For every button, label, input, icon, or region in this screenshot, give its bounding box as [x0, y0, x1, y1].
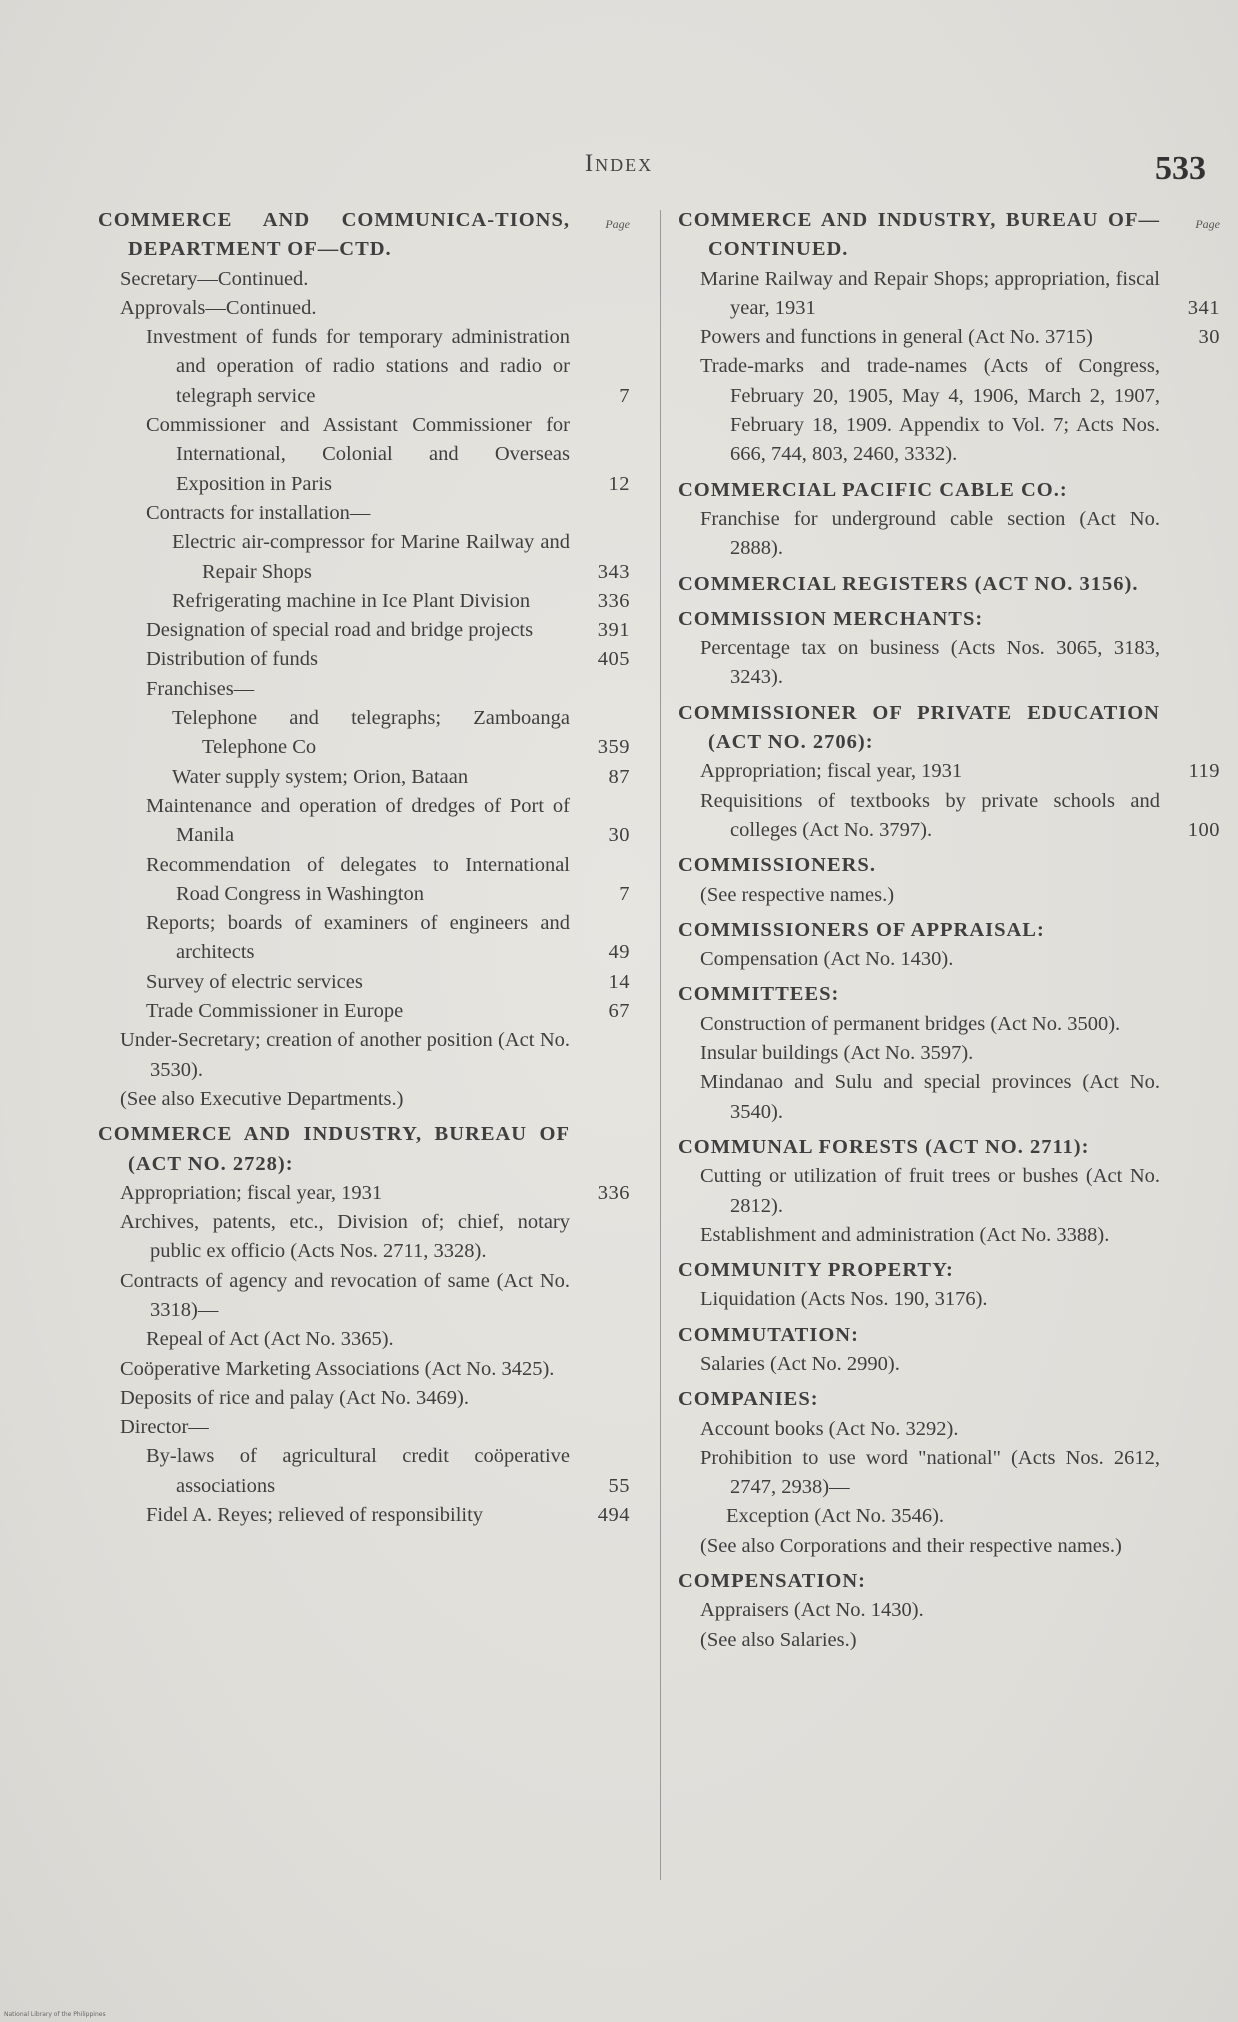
page-ref: 87 [608, 765, 630, 788]
page-column-header: Page [605, 217, 630, 231]
entry-text: Under-Secretary; creation of another position (Act No. 3530). [120, 1029, 570, 1081]
index-entry [678, 1502, 1230, 1531]
index-entry [98, 1355, 640, 1384]
index-entry [678, 1285, 1230, 1314]
entry-text: Construction of permanent bridges (Act No. 3500). [700, 1012, 1121, 1035]
entry-text: Establishment and administration (Act No. 3388). [700, 1223, 1110, 1246]
entry-text: Mindanao and Sulu and special provinces (Act No. 3540). [700, 1071, 1160, 1123]
entry-text: Contracts for installation— [146, 501, 371, 524]
page-ref: 12 [608, 472, 630, 495]
index-entry [678, 1567, 1230, 1596]
index-entry [678, 1256, 1230, 1285]
index-entry [678, 1133, 1230, 1162]
index-entry [98, 1267, 640, 1326]
entry-text: Designation of special road and bridge projects [146, 619, 534, 642]
entry-text: COMMUNAL FORESTS (ACT NO. 2711): [678, 1135, 1090, 1158]
entry-text: Powers and functions in general (Act No. 3715) [700, 326, 1093, 349]
entry-text: Coöperative Marketing Associations (Act No. 3425). [120, 1357, 555, 1380]
index-entry [98, 675, 640, 704]
index-entry [678, 1039, 1230, 1068]
entry-text: COMMISSION MERCHANTS: [678, 607, 984, 630]
page-ref: 494 [597, 1504, 630, 1527]
index-entry [678, 1010, 1230, 1039]
entry-text: Investment of funds for temporary administration and operation of radio stations and radio or telegraph service [146, 326, 570, 407]
entry-text: Approvals—Continued. [120, 296, 317, 319]
entry-text: Director— [120, 1416, 209, 1439]
entry-text: (See also Executive Departments.) [120, 1087, 404, 1110]
index-entry [98, 763, 640, 792]
entry-text: Requisitions of textbooks by private schools and colleges (Act No. 3797). [700, 789, 1160, 841]
entry-text: COMMERCE AND COMMUNICA-TIONS, DEPARTMENT OF—CTD. [98, 209, 570, 261]
index-entry [98, 411, 640, 499]
page-ref: 49 [608, 941, 630, 964]
entry-text: (See also Corporations and their respective names.) [700, 1534, 1122, 1557]
entry-text: (See respective names.) [700, 883, 895, 906]
index-entry [98, 851, 640, 910]
index-entry [98, 323, 640, 411]
page-ref: 119 [1188, 760, 1220, 783]
entry-text: Trade Commissioner in Europe [146, 1000, 404, 1023]
index-entry [678, 1162, 1230, 1221]
entry-text: Refrigerating machine in Ice Plant Division [172, 589, 531, 612]
index-entry [678, 881, 1230, 910]
entry-text: Maintenance and operation of dredges of Port of Manila [146, 794, 570, 847]
index-entry [678, 945, 1230, 974]
index-entry [678, 757, 1230, 786]
entry-text: Appropriation; fiscal year, 1931 [120, 1181, 383, 1204]
entry-text: Distribution of funds [146, 648, 318, 671]
index-entry [678, 787, 1230, 846]
entry-text: COMMISSIONER OF PRIVATE EDUCATION (ACT NO. 2706): [678, 701, 1160, 754]
page-ref: 343 [597, 560, 630, 583]
page-ref: 30 [1198, 326, 1220, 349]
page-ref: 7 [619, 384, 630, 407]
entry-text: Archives, patents, etc., Division of; chief, notary public ex officio (Acts Nos. 2711, 3328). [120, 1211, 570, 1263]
index-entry [678, 323, 1230, 352]
library-footer: National Library of the Philippines [4, 2011, 106, 2018]
entry-text: Telephone and telegraphs; Zamboanga Telephone Co [172, 707, 570, 759]
index-entry [678, 916, 1230, 945]
page-ref: 336 [597, 589, 630, 612]
entry-text: Liquidation (Acts Nos. 190, 3176). [700, 1288, 988, 1311]
entry-text: Water supply system; Orion, Bataan [172, 765, 469, 788]
index-entry [98, 265, 640, 294]
index-entry [678, 570, 1230, 599]
index-entry [98, 1179, 640, 1208]
index-entry [678, 1350, 1230, 1379]
page-ref: 341 [1187, 296, 1220, 319]
entry-text: Exception (Act No. 3546). [726, 1505, 945, 1528]
index-entry [98, 1413, 640, 1442]
index-entry [678, 1068, 1230, 1127]
entry-text: COMMUNITY PROPERTY: [678, 1259, 954, 1282]
index-entry [98, 1501, 640, 1530]
entry-text: COMMERCE AND INDUSTRY, BUREAU OF—CONTINUED. [678, 209, 1160, 261]
entry-text: Franchise for underground cable section (Act No. 2888). [700, 507, 1160, 560]
entry-text: COMMISSIONERS OF APPRAISAL: [678, 918, 1045, 941]
index-entry [678, 605, 1230, 634]
index-entry [98, 1325, 640, 1354]
entry-text: Appropriation; fiscal year, 1931 [700, 760, 963, 783]
page-ref: 14 [608, 970, 630, 993]
entry-text: Survey of electric services [146, 970, 363, 993]
index-entry [98, 528, 640, 587]
index-entry [678, 352, 1230, 469]
page-column-header: Page [1195, 217, 1220, 231]
index-entry [98, 499, 640, 528]
index-entry [98, 645, 640, 674]
index-entry [678, 1596, 1230, 1625]
index-entry [678, 1221, 1230, 1250]
entry-text: Contracts of agency and revocation of same (Act No. 3318)— [120, 1269, 570, 1321]
index-entry [98, 616, 640, 645]
page-ref: 55 [608, 1474, 630, 1497]
entry-text: Cutting or utilization of fruit trees or bushes (Act No. 2812). [700, 1165, 1160, 1217]
index-entry [678, 476, 1230, 505]
index-column-right [678, 206, 1230, 1655]
entry-text: Reports; boards of examiners of engineers and architects [146, 912, 570, 964]
index-entry [98, 909, 640, 968]
index-entry [678, 851, 1230, 880]
entry-text: Percentage tax on business (Acts Nos. 3065, 3183, 3243). [700, 637, 1160, 689]
index-entry [98, 704, 640, 763]
index-entry [98, 968, 640, 997]
index-entry [98, 1085, 640, 1114]
index-entry [98, 997, 640, 1026]
entry-text: Appraisers (Act No. 1430). [700, 1599, 924, 1622]
index-entry [678, 1321, 1230, 1350]
entry-text: Fidel A. Reyes; relieved of responsibility [146, 1504, 484, 1527]
entry-text: COMMITTEES: [678, 983, 840, 1006]
entry-text: Electric air-compressor for Marine Railway and Repair Shops [172, 531, 570, 583]
index-entry [678, 980, 1230, 1009]
entry-text: By-laws of agricultural credit coöperative associations [146, 1445, 570, 1497]
entry-text: COMPANIES: [678, 1388, 819, 1411]
page-ref: 30 [608, 824, 630, 847]
index-entry [98, 1208, 640, 1267]
entry-text: Account books (Act No. 3292). [700, 1417, 959, 1440]
entry-text: COMMERCIAL REGISTERS (ACT NO. 3156). [678, 572, 1139, 595]
entry-text: Insular buildings (Act No. 3597). [700, 1042, 974, 1065]
index-entry [678, 1444, 1230, 1503]
entry-text: Deposits of rice and palay (Act No. 3469). [120, 1386, 469, 1409]
entry-text: Trade-marks and trade-names (Acts of Congress, February 20, 1905, May 4, 1906, March 2, 1907, February 18, 1909. Appendix to Vol. 7; Acts Nos. 666, 744, 803, 2460, 3332). [700, 355, 1160, 466]
page-ref: 67 [608, 1000, 630, 1023]
entry-text: Repeal of Act (Act No. 3365). [146, 1328, 394, 1351]
index-entry [678, 1415, 1230, 1444]
page-ref: 7 [619, 882, 630, 905]
entry-text: Marine Railway and Repair Shops; appropriation, fiscal year, 1931 [700, 267, 1160, 319]
index-entry [678, 505, 1230, 564]
index-entry [678, 1626, 1230, 1655]
entry-text: Secretary—Continued. [120, 267, 309, 290]
index-entry [98, 792, 640, 851]
index-entry [678, 699, 1230, 758]
running-head: Index [584, 150, 654, 177]
index-entry [678, 1532, 1230, 1561]
index-entry [98, 294, 640, 323]
index-entry [678, 206, 1230, 265]
index-entry [98, 587, 640, 616]
page-ref: 100 [1187, 818, 1220, 841]
entry-text: COMMISSIONERS. [678, 854, 876, 877]
entry-text: COMMUTATION: [678, 1323, 859, 1346]
entry-text: Salaries (Act No. 2990). [700, 1352, 900, 1375]
entry-text: Franchises— [146, 677, 255, 700]
index-entry [678, 634, 1230, 693]
entry-text: Compensation (Act No. 1430). [700, 948, 954, 971]
entry-text: Prohibition to use word "national" (Acts Nos. 2612, 2747, 2938)— [700, 1446, 1160, 1499]
entry-text: COMMERCIAL PACIFIC CABLE CO.: [678, 478, 1068, 501]
entry-text: (See also Salaries.) [700, 1628, 857, 1651]
index-entry [678, 265, 1230, 324]
page-number: 533 [1155, 150, 1206, 187]
index-entry [98, 1026, 640, 1085]
page-ref: 405 [597, 648, 630, 671]
column-divider [660, 210, 661, 1880]
index-entry [98, 206, 640, 265]
index-entry [98, 1442, 640, 1501]
index-column-left [98, 206, 640, 1530]
index-entry [98, 1384, 640, 1413]
entry-text: Recommendation of delegates to International Road Congress in Washington [146, 853, 570, 905]
page-ref: 359 [597, 736, 630, 759]
index-entry [98, 1120, 640, 1179]
page-ref: 391 [597, 619, 630, 642]
entry-text: Commissioner and Assistant Commissioner for International, Colonial and Overseas Exposition in Paris [146, 414, 570, 495]
entry-text: COMMERCE AND INDUSTRY, BUREAU OF (ACT NO. 2728): [98, 1123, 570, 1175]
page-ref: 336 [597, 1181, 630, 1204]
index-entry [678, 1385, 1230, 1414]
entry-text: COMPENSATION: [678, 1570, 867, 1593]
